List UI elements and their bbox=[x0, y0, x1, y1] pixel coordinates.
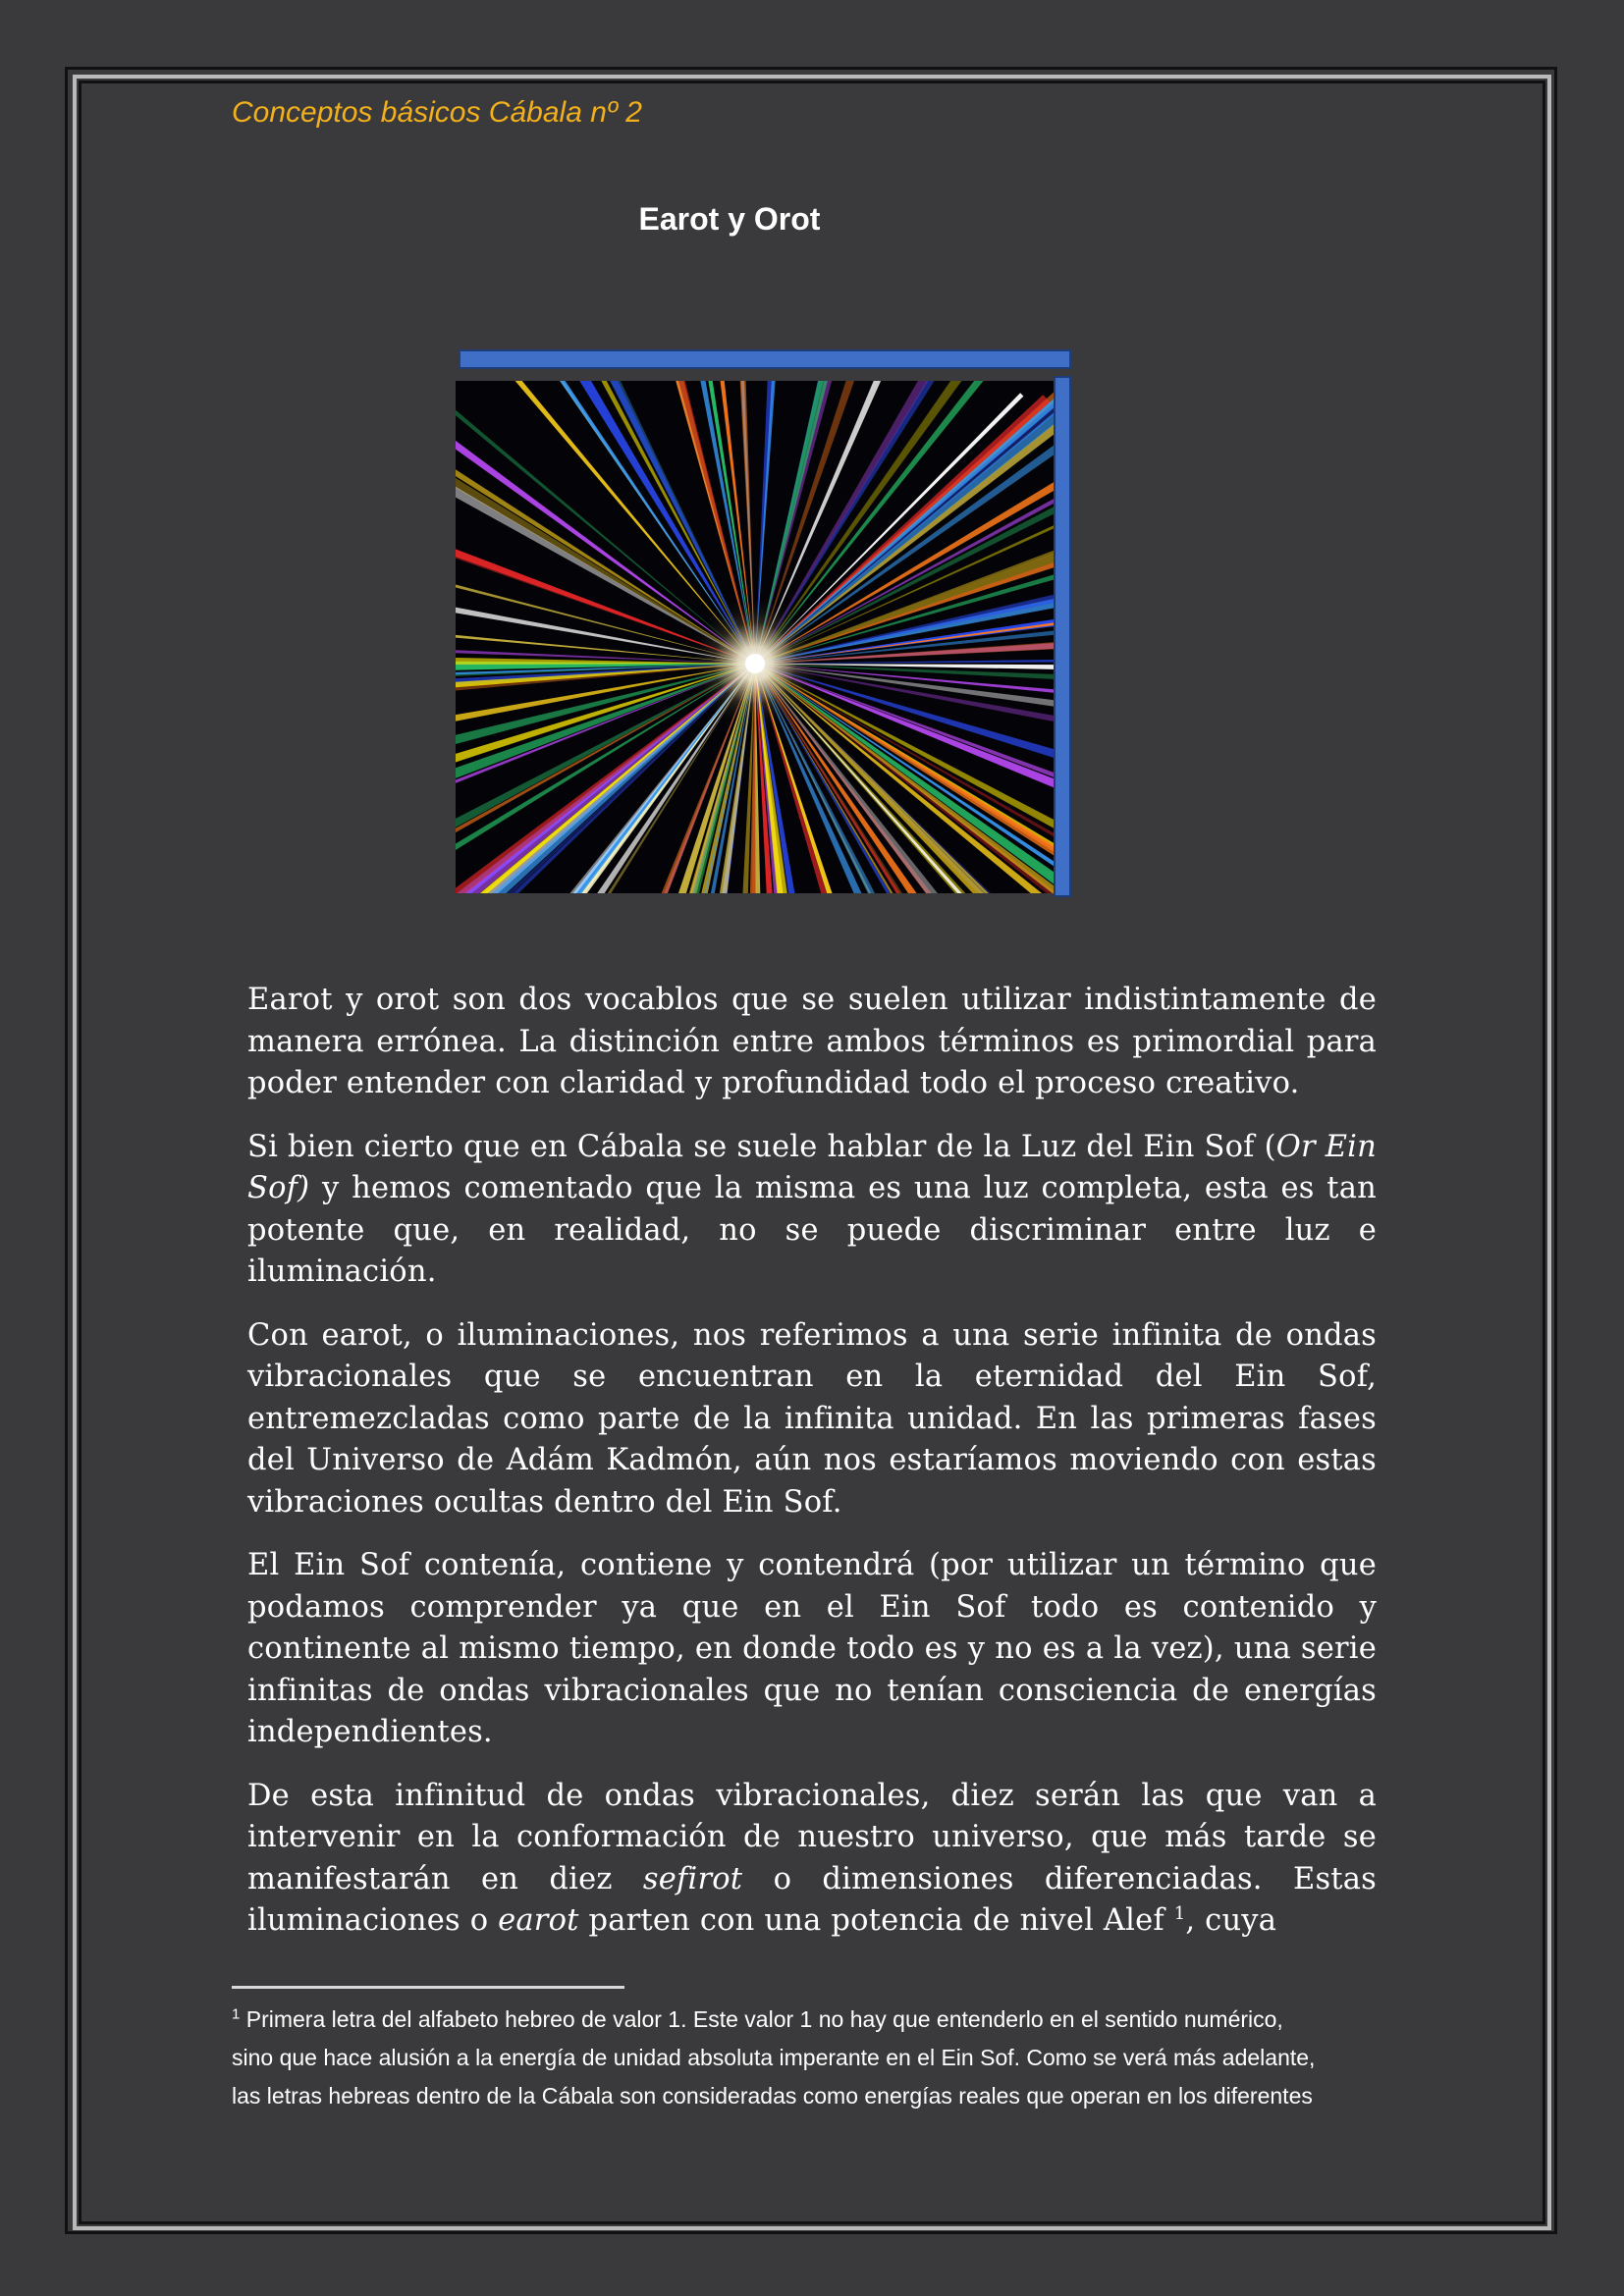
paragraph-5-text-d: , cuya bbox=[1185, 1903, 1277, 1938]
footnote-line-1-text: Primera letra del alfabeto hebreo de valor 1. Este valor 1 no hay que entenderlo en el sentido numérico, bbox=[240, 2006, 1283, 2032]
paragraph-2-text-b: y hemos comentado que la misma es una luz completa, esta es tan potente que, en realidad, no se puede discriminar entre luz e iluminación. bbox=[247, 1171, 1377, 1289]
paragraph-3: Con earot, o iluminaciones, nos referimos a una serie infinita de ondas vibracionales que se encuentran en la eternidad del Ein Sof, entremezcladas como parte de la infinita unidad. En las primeras fases del Universo de Adám Kadmón, aún nos estaríamos moviendo con estas vibraciones ocultas dentro del Ein Sof. bbox=[247, 1317, 1377, 1520]
paragraph-1: Earot y orot son dos vocablos que se suelen utilizar indistintamente de manera errónea. La distinción entre ambos términos es primordial para poder entender con claridad y profundidad todo el proceso creativo. bbox=[247, 983, 1377, 1100]
page-title: Earot y Orot bbox=[638, 201, 821, 237]
paragraph-5 bbox=[247, 1776, 1377, 1943]
paragraph-2-text-a: Si bien cierto que en Cábala se suele hablar de la Luz del Ein Sof ( bbox=[247, 1129, 1276, 1164]
paragraph-5-emphasis-2: earot bbox=[498, 1903, 579, 1938]
footnote-line-1 bbox=[232, 2001, 1390, 2039]
image-top-bar bbox=[459, 349, 1071, 369]
image-side-bar bbox=[1054, 376, 1071, 897]
footnote-separator bbox=[232, 1986, 624, 1989]
paragraph-5-text-b: o dimensiones diferenciadas. Estas iluminaciones o bbox=[247, 1861, 1377, 1938]
footnote-line-3: las letras hebreas dentro de la Cábala son consideradas como energías reales que operan en los diferentes bbox=[232, 2083, 1313, 2109]
paragraph-2-emphasis: Or Ein Sof) bbox=[247, 1129, 1377, 1205]
footnote-line-2: sino que hace alusión a la energía de unidad absoluta imperante en el Ein Sof. Como se verá más adelante, bbox=[232, 2045, 1316, 2070]
paragraph-5-text-a: De esta infinitud de ondas vibracionales, diez serán las que van a intervenir en la conformación de nuestro universo, que más tarde se manifestarán en diez bbox=[247, 1778, 1377, 1896]
paragraph-2 bbox=[247, 1127, 1377, 1294]
body-text bbox=[247, 980, 1377, 1964]
paragraph-5-text-c: parten con una potencia de nivel Alef bbox=[578, 1903, 1174, 1938]
light-burst-graphic bbox=[456, 381, 1054, 893]
footnote-reference[interactable]: 1 bbox=[1173, 1902, 1186, 1924]
paragraph-4: El Ein Sof contenía, contiene y contendrá (por utilizar un término que podamos comprender ya que en el Ein Sof todo es contenido y continente al mismo tiempo, en donde todo es y no es a la vez), una serie infinitas de ondas vibracionales que no tenían consciencia de energías independientes. bbox=[247, 1548, 1377, 1749]
footnote bbox=[232, 2001, 1390, 2115]
running-header: Conceptos básicos Cábala nº 2 bbox=[232, 96, 642, 129]
footnote-number: 1 bbox=[232, 2005, 241, 2023]
light-burst-image bbox=[456, 381, 1054, 893]
paragraph-5-emphasis-1: sefirot bbox=[642, 1861, 743, 1896]
